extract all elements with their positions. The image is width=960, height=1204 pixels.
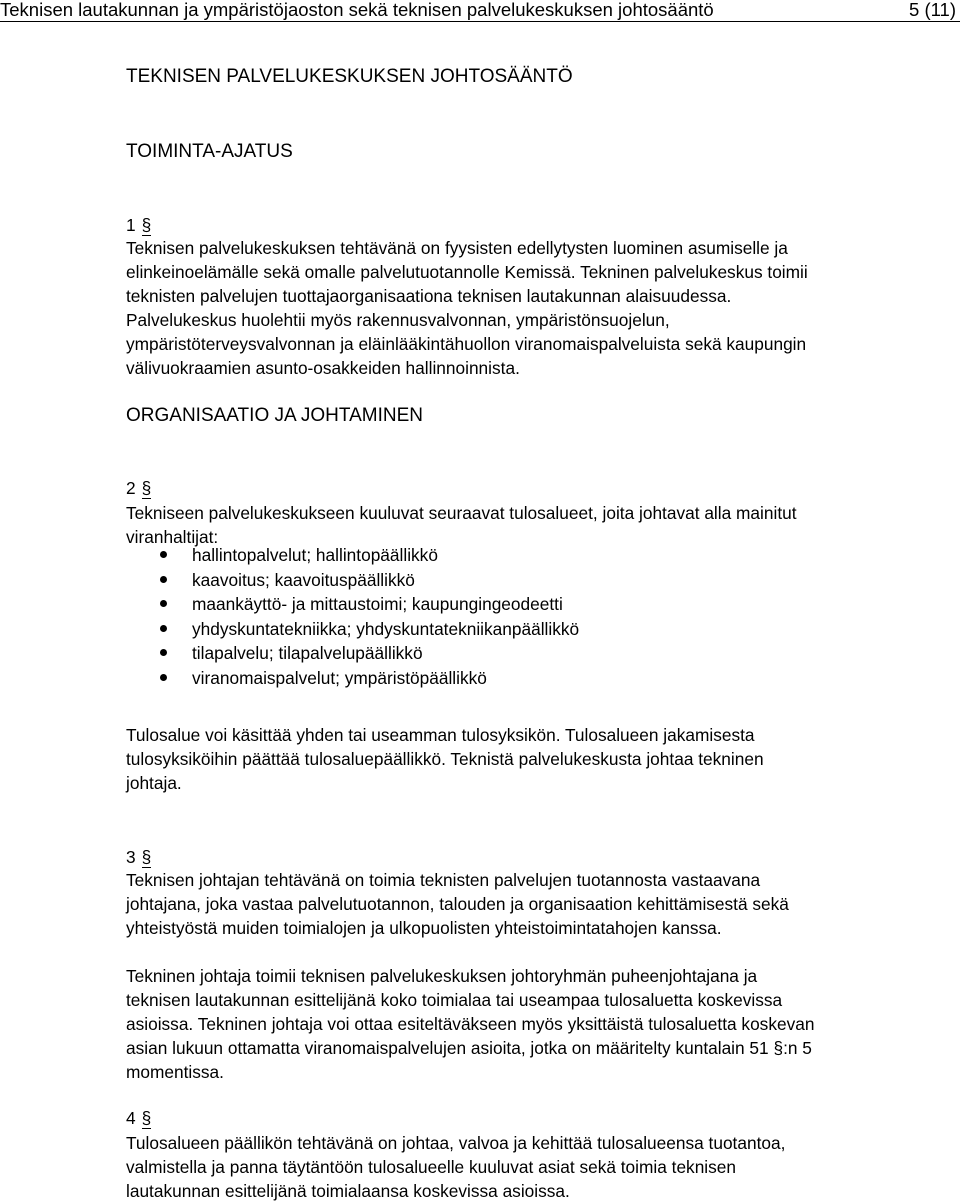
document-title: TEKNISEN PALVELUKESKUKSEN JOHTOSÄÄNTÖ: [126, 66, 573, 87]
bullet-icon: [160, 600, 167, 607]
text-line: Tekniseen palvelukeskukseen kuuluvat seuraavat tulosalueet, joita johtavat alla mainitut: [126, 503, 797, 523]
section-symbol: §: [141, 1108, 152, 1128]
text-line: teknisen lautakunnan esittelijänä koko toimialaa tai useampaa tulosaluetta koskevissa: [126, 990, 783, 1010]
page-number: 5 (11): [909, 0, 956, 20]
bullet-icon: [160, 649, 167, 656]
page-header: [0, 0, 960, 22]
section-number: 2: [126, 478, 136, 498]
section-2-marker: [126, 476, 960, 500]
list-item: [160, 568, 860, 593]
section-heading-organisaatio: ORGANISAATIO JA JOHTAMINEN: [126, 405, 423, 426]
section-2-outro: [126, 723, 960, 795]
text-line: johtajana, joka vastaa palvelutuotannon, talouden ja organisaation kehittämisestä sekä: [126, 894, 789, 914]
list-item-text: kaavoitus; kaavoituspäällikkö: [192, 569, 415, 590]
bullet-icon: [160, 576, 167, 583]
text-line: Teknisen johtajan tehtävänä on toimia teknisten palvelujen tuotannosta vastaavana: [126, 870, 761, 890]
text-line: välivuokraamien asunto-osakkeiden hallinnoinnista.: [126, 358, 520, 378]
bullet-icon: [160, 674, 167, 681]
text-line: teknisten palvelujen tuottajaorganisaationa teknisen lautakunnan alaisuudessa.: [126, 286, 732, 306]
section-3-paragraph-1: [126, 868, 960, 940]
text-line: Tulosalue voi käsittää yhden tai useamman tulosyksikön. Tulosalueen jakamisesta: [126, 725, 755, 745]
section-4-text: [126, 1131, 960, 1203]
list-item-text: tilapalvelu; tilapalvelupäällikkö: [192, 643, 423, 664]
text-line: Teknisen palvelukeskuksen tehtävänä on fyysisten edellytysten luominen asumiselle ja: [126, 238, 788, 258]
list-item: [160, 617, 860, 642]
section-number: 3: [126, 847, 136, 867]
section-symbol: §: [141, 847, 152, 867]
section-3-marker: [126, 845, 960, 869]
section-number: 1: [126, 215, 136, 235]
tulosalue-list: [160, 543, 860, 691]
list-item-text: yhdyskuntatekniikka; yhdyskuntatekniikanpäällikkö: [192, 618, 580, 639]
section-number: 4: [126, 1108, 136, 1128]
list-item: [160, 666, 860, 691]
section-symbol: §: [141, 215, 152, 235]
text-line: Tekninen johtaja toimii teknisen palvelukeskuksen johtoryhmän puheenjohtajana ja: [126, 966, 758, 986]
text-line: lautakunnan esittelijänä toimialaansa koskevissa asioissa.: [126, 1181, 570, 1201]
section-symbol: §: [141, 478, 152, 498]
list-item-text: maankäyttö- ja mittaustoimi; kaupungingeodeetti: [192, 594, 563, 615]
bullet-icon: [160, 625, 167, 632]
list-item-text: hallintopalvelut; hallintopäällikkö: [192, 545, 438, 565]
text-line: elinkeinoelämälle sekä omalle palvelutuotannolle Kemissä. Tekninen palvelukeskus toimii: [126, 262, 808, 282]
text-line: momentissa.: [126, 1062, 224, 1082]
bullet-icon: [160, 551, 167, 558]
list-item: [160, 641, 860, 666]
list-item: [160, 592, 860, 617]
text-line: Tulosalueen päällikön tehtävänä on johtaa, valvoa ja kehittää tulosalueensa tuotantoa,: [126, 1133, 786, 1153]
section-heading-toiminta-ajatus: TOIMINTA-AJATUS: [126, 141, 293, 162]
text-line: Palvelukeskus huolehtii myös rakennusvalvonnan, ympäristönsuojelun,: [126, 310, 670, 330]
section-4-marker: [126, 1106, 960, 1130]
text-line: yhteistyöstä muiden toimialojen ja ulkopuolisten yhteistoimintatahojen kanssa.: [126, 918, 722, 938]
text-line: johtaja.: [126, 773, 182, 793]
text-line: ympäristöterveysvalvonnan ja eläinlääkintähuollon viranomaispalveluista sekä kaupungin: [126, 334, 807, 354]
text-line: asian lukuun ottamatta viranomaispalvelujen asioita, jotka on määritelty kuntalain 51 §:n 5: [126, 1038, 812, 1058]
section-1-marker: [126, 213, 960, 237]
list-item: [160, 543, 860, 568]
header-title: Teknisen lautakunnan ja ympäristöjaoston sekä teknisen palvelukeskuksen johtosääntö: [0, 0, 714, 20]
text-line: asioissa. Tekninen johtaja voi ottaa esiteltäväkseen myös yksittäistä tulosaluetta koskevan: [126, 1014, 815, 1034]
text-line: tulosyksiköihin päättää tulosaluepäällikkö. Teknistä palvelukeskusta johtaa tekninen: [126, 749, 764, 769]
section-1-text: [126, 236, 960, 380]
section-2-intro: [126, 501, 960, 549]
list-item-text: viranomaispalvelut; ympäristöpäällikkö: [192, 667, 487, 688]
text-line: valmistella ja panna täytäntöön tulosalueelle kuuluvat asiat sekä toimia teknisen: [126, 1157, 737, 1177]
text-line: viranhaltijat:: [126, 527, 219, 547]
section-3-paragraph-2: [126, 964, 960, 1084]
